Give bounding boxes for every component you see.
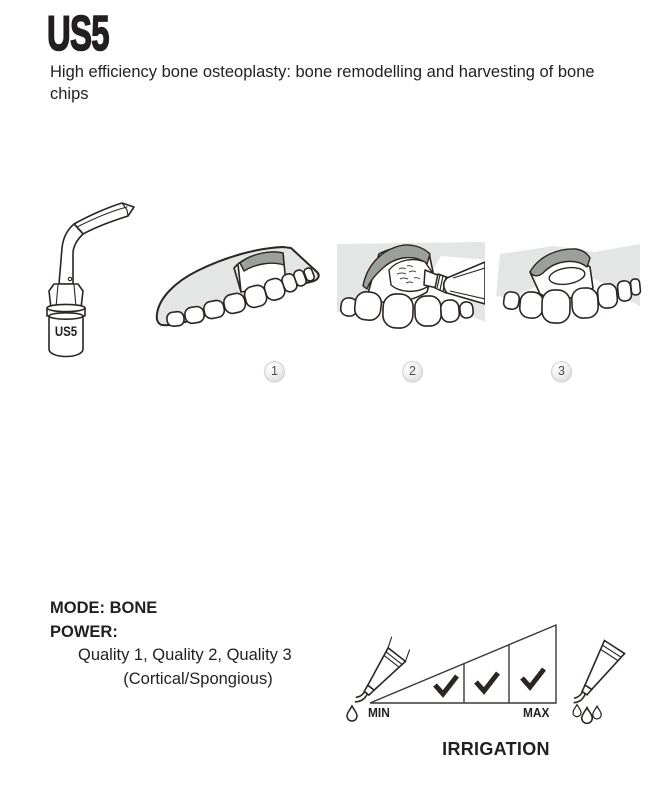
step-number-badge: 2	[402, 361, 423, 382]
step-1-illustration	[145, 226, 325, 334]
irrigation-title: IRRIGATION	[442, 739, 550, 759]
irrigation-min-label: MIN	[368, 706, 390, 720]
settings-block	[50, 597, 318, 691]
mode-line: MODE: BONE	[50, 599, 158, 617]
water-drops-max-icon	[573, 705, 601, 724]
power-note: (Cortical/Spongious)	[123, 669, 273, 688]
step-2-illustration	[337, 242, 485, 338]
handpiece-max-icon	[567, 640, 625, 711]
step-number-badge: 3	[551, 361, 572, 382]
jaw-bone-exposure-icon	[145, 226, 325, 334]
step-3-illustration	[494, 242, 642, 338]
step-number-badge: 1	[264, 361, 285, 382]
power-levels: Quality 1, Quality 2, Quality 3	[78, 646, 292, 664]
page-subtitle: High efficiency bone osteoplasty: bone remodelling and harvesting of bone chips	[50, 63, 595, 103]
irrigation-diagram	[338, 612, 650, 767]
tip-working-bone-icon	[337, 242, 485, 338]
power-label: POWER:	[50, 622, 118, 641]
page-title: US5	[47, 7, 109, 61]
irrigation-max-label: MAX	[523, 706, 550, 720]
bone-window-result-icon	[494, 242, 642, 338]
tip-label: US5	[54, 324, 78, 339]
water-drop-icon	[347, 706, 357, 721]
